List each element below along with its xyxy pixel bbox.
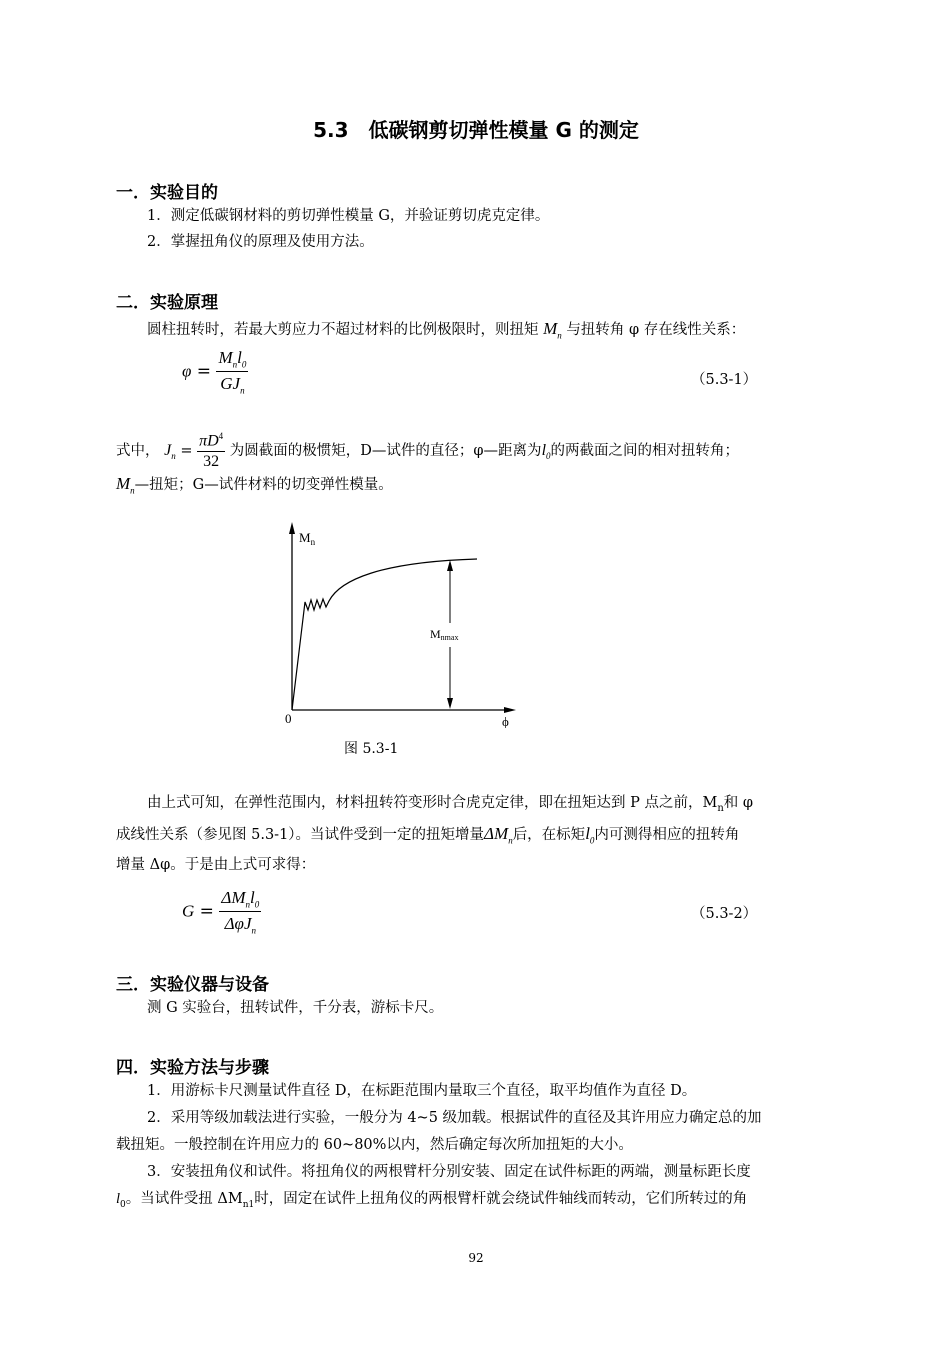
equation-5-3-1: φ = $\frac{M_nl_0}{GJ_n}$ [182, 348, 247, 396]
purpose-item-2: 2．掌握扭角仪的原理及使用方法。 [147, 234, 374, 250]
x-axis-arrow-icon [504, 707, 516, 713]
procedure-step-2-line-2: 载扭矩。一般控制在许用应力的 60~80%以内，然后确定每次所加扭矩的大小。 [116, 1137, 633, 1153]
explanation-line-3: 增量 Δφ。于是由上式可求得： [116, 857, 316, 873]
section-heading-purpose: 一．实验目的 [116, 183, 218, 203]
y-axis-arrow-icon [289, 522, 295, 534]
figure-caption: 图 5.3-1 [344, 741, 399, 757]
procedure-step-3-line-2: $l_0$。当试件受扭 $\Delta M_{n1}$时，固定在试件上扭角仪的两根臂杆就会绕试件轴线而转动，它们所转过的角 [116, 1191, 748, 1210]
section-heading-procedure: 四．实验方法与步骤 [116, 1058, 269, 1078]
equation-number-1: （5.3-1） [691, 372, 758, 388]
equation-number-2: （5.3-2） [691, 906, 758, 922]
origin-label: 0 [285, 711, 292, 726]
explanation-line-2: 成线性关系（参见图 5.3-1）。当试件受到一定的扭矩增量$\Delta M_n$后，在标矩$l_0$内可测得相应的扭转角 [116, 824, 740, 846]
max-torque-label: Mnmax [430, 627, 459, 642]
torque-angle-figure [270, 520, 530, 728]
x-axis-label: ϕ [502, 714, 509, 728]
max-arrow-up-icon [447, 560, 453, 571]
purpose-item-1: 1．测定低碳钢材料的剪切弹性模量 G，并验证剪切虎克定律。 [147, 208, 550, 224]
page-number: 92 [468, 1251, 484, 1265]
page-title: 5.3 低碳钢剪切弹性模量 G 的测定 [313, 118, 639, 142]
definition-line-2: $M_n—$扭矩；G—试件材料的切变弹性模量。 [116, 474, 393, 496]
equation-5-3-2: G = $\frac{\Delta M_nl_0}{\Delta\varphi J_n}$ [182, 888, 260, 936]
explanation-line-1: 由上式可知，在弹性范围内，材料扭转符变形时合虎克定律，即在扭矩达到 P 点之前，$M_n$和 φ [147, 795, 754, 814]
max-arrow-down-icon [447, 698, 453, 709]
section-heading-principle: 二．实验原理 [116, 293, 218, 313]
principle-intro: 圆柱扭转时，若最大剪应力不超过材料的比例极限时，则扭矩 $M_n$ 与扭转角 φ 存在线性关系： [147, 319, 746, 341]
procedure-step-1: 1．用游标卡尺测量试件直径 D，在标距范围内量取三个直径，取平均值作为直径 D。 [147, 1083, 697, 1099]
section-heading-equipment: 三．实验仪器与设备 [116, 975, 269, 995]
definition-line-1: 式中， $J_n$ = $\frac{\pi D^4}{32}$ 为圆截面的极惯矩，D—试件的直径；φ—距离为$l_0$的两截面之间的相对扭转角； [116, 431, 740, 471]
y-axis-label: $M_n$ [299, 530, 316, 547]
procedure-step-3-line-1: 3．安装扭角仪和试件。将扭角仪的两根臂杆分别安装、固定在试件标距的两端，测量标距长度 [147, 1164, 751, 1180]
procedure-step-2-line-1: 2．采用等级加载法进行实验，一般分为 4~5 级加载。根据试件的直径及其许用应力确定总的加 [147, 1110, 762, 1126]
equipment-list: 测 G 实验台，扭转试件，千分表，游标卡尺。 [147, 1000, 444, 1016]
